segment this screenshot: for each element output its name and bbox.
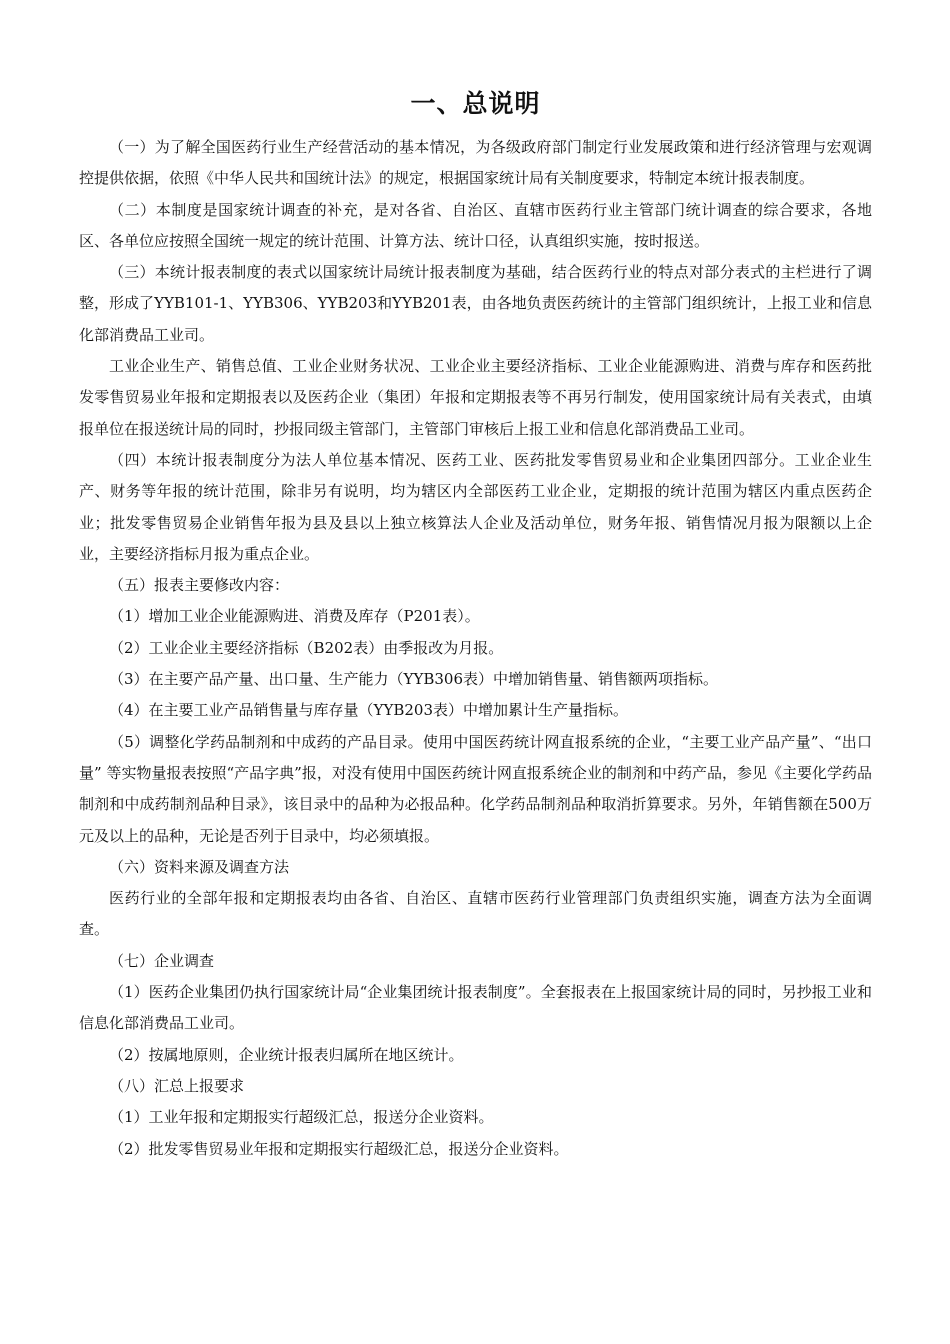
paragraph-purpose: （一）为了解全国医药行业生产经营活动的基本情况，为各级政府部门制定行业发展政策和进行经济管理与宏观调控提供依据，依照《中华人民共和国统计法》的规定，根据国家统计局有关制度要求，特制定本统计报表制度。	[79, 138, 872, 188]
section-heading-data-source: （六）资料来源及调查方法	[109, 857, 290, 876]
paragraph-scope: （二）本制度是国家统计调查的补充，是对各省、自治区、直辖市医药行业主管部门统计调查的综合要求，各地区、各单位应按照全国统一规定的统计范围、计算方法、统计口径，认真组织实施，按时报送。	[79, 200, 872, 250]
paragraph-other-reports: 工业企业生产、销售总值、工业企业财务状况、工业企业主要经济指标、工业企业能源购进、消费与库存和医药批发零售贸易业年报和定期报表以及医药企业（集团）年报和定期报表等不再另行制发，使用国家统计局有关表式，由填报单位在报送统计局的同时，抄报同级主管部门，主管部门审核后上报工业和信息化部消费品工业司。	[79, 357, 872, 438]
paragraph-structure: （四）本统计报表制度分为法人单位基本情况、医药工业、医药批发零售贸易业和企业集团四部分。工业企业生产、财务等年报的统计范围，除非另有说明，均为辖区内全部医药工业企业，定期报的统计范围为辖区内重点医药企业；批发零售贸易企业销售年报为县及县以上独立核算法人企业及活动单位，财务年报、销售情况月报为限额以上企业，主要经济指标月报为重点企业。	[79, 450, 872, 563]
list-item: （3）在主要产品产量、出口量、生产能力（YYB306表）中增加销售量、销售额两项指标。	[109, 670, 719, 689]
section-heading-enterprise-survey: （七）企业调查	[109, 951, 215, 970]
list-item: （2）按属地原则，企业统计报表归属所在地区统计。	[109, 1045, 464, 1064]
page-title: 一、总说明	[410, 89, 541, 118]
list-item: （2）批发零售贸易业年报和定期报实行超级汇总，报送分企业资料。	[109, 1139, 569, 1158]
paragraph-forms: （三）本统计报表制度的表式以国家统计局统计报表制度为基础，结合医药行业的特点对部分表式的主栏进行了调整，形成了YYB101-1、YYB306、YYB203和YYB201表，由各地负责医药统计的主管部门组织统计，上报工业和信息化部消费品工业司。	[79, 263, 872, 344]
paragraph-data-source: 医药行业的全部年报和定期报表均由各省、自治区、直辖市医药行业管理部门负责组织实施，调查方法为全面调查。	[79, 889, 872, 939]
list-item: （4）在主要工业产品销售量与库存量（YYB203表）中增加累计生产量指标。	[109, 701, 629, 720]
list-item: （1）医药企业集团仍执行国家统计局“企业集团统计报表制度”。全套报表在上报国家统计局的同时，另抄报工业和信息化部消费品工业司。	[79, 983, 872, 1033]
section-heading-reporting: （八）汇总上报要求	[109, 1076, 245, 1095]
section-heading-revisions: （五）报表主要修改内容：	[109, 576, 290, 595]
list-item: （2）工业企业主要经济指标（B202表）由季报改为月报。	[109, 638, 504, 657]
list-item: （1）增加工业企业能源购进、消费及库存（P201表）。	[109, 607, 480, 626]
document-body	[79, 132, 872, 1165]
list-item: （5）调整化学药品制剂和中成药的产品目录。使用中国医药统计网直报系统的企业，“主要工业产品产量”、“出口量” 等实物量报表按照“产品字典”报，对没有使用中国医药统计网直报系统企业的制剂和中药产品，参见《主要化学药品制剂和中成药制剂品种目录》，该目录中的品种为必报品种。化学药品制剂品种取消折算要求。另外，年销售额在500万元及以上的品种，无论是否列于目录中，均必须填报。	[79, 732, 872, 845]
list-item: （1）工业年报和定期报实行超级汇总，报送分企业资料。	[109, 1108, 494, 1127]
